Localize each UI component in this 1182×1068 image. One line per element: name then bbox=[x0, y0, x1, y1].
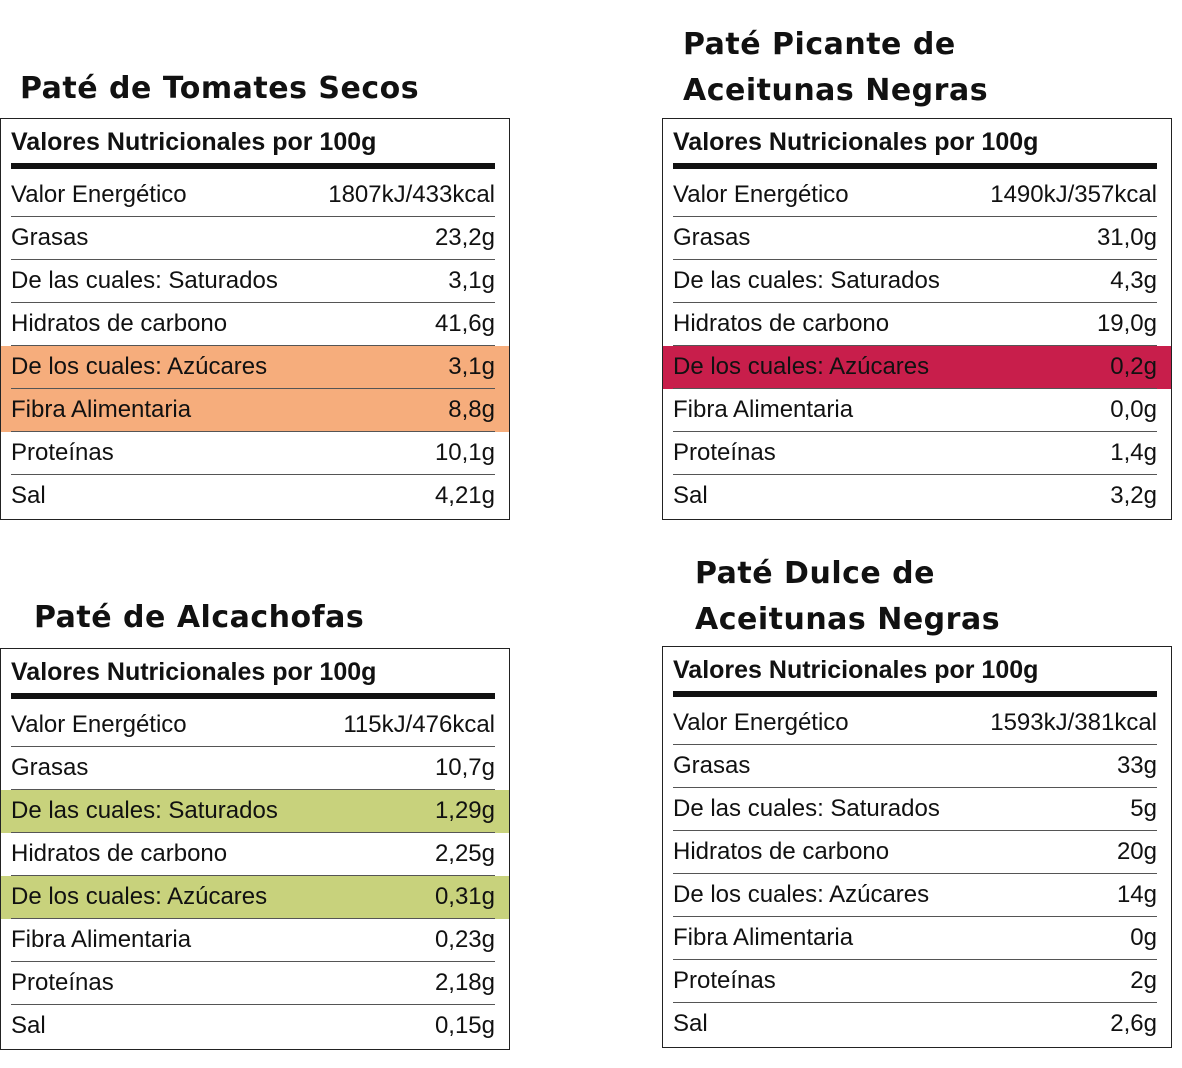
nutrition-row bbox=[663, 217, 1171, 260]
panel-title-dulce bbox=[695, 551, 1000, 643]
nutrient-value: 2,6g bbox=[1110, 1010, 1157, 1037]
nutrient-label: Fibra Alimentaria bbox=[11, 396, 192, 423]
nutrition-row bbox=[663, 260, 1171, 303]
nutrient-label: Hidratos de carbono bbox=[11, 310, 228, 337]
nutrition-header bbox=[663, 647, 1171, 697]
nutrition-row bbox=[1, 174, 509, 217]
nutrient-label: Valor Energético bbox=[673, 709, 849, 736]
nutrition-row bbox=[1, 346, 509, 389]
nutrient-value: 33g bbox=[1116, 752, 1157, 779]
nutrition-row bbox=[663, 960, 1171, 1003]
nutrient-value: 0,23g bbox=[434, 926, 495, 953]
nutrition-header bbox=[1, 119, 509, 169]
nutrition-table-dulce bbox=[662, 646, 1172, 1048]
nutrient-label: De las cuales: Saturados bbox=[673, 267, 940, 294]
nutrient-value: 4,3g bbox=[1110, 267, 1157, 294]
title-line: Paté de Alcachofas bbox=[34, 600, 365, 635]
nutrient-value: 10,1g bbox=[434, 439, 495, 466]
nutrition-rows bbox=[1, 704, 509, 1048]
nutrition-row bbox=[663, 346, 1171, 389]
nutrition-rows bbox=[663, 702, 1171, 1046]
nutrient-value: 5g bbox=[1130, 795, 1157, 822]
nutrient-label: Sal bbox=[673, 1010, 708, 1037]
panel-title-tomates bbox=[20, 66, 419, 112]
title-line: Paté Dulce de bbox=[695, 556, 935, 591]
nutrient-value: 19,0g bbox=[1096, 310, 1157, 337]
nutrient-value: 0g bbox=[1130, 924, 1157, 951]
nutrient-label: Grasas bbox=[11, 754, 89, 781]
nutrition-rows bbox=[663, 174, 1171, 518]
nutrition-row bbox=[1, 217, 509, 260]
panel-title-alcachofas bbox=[34, 595, 364, 641]
nutrient-value: 31,0g bbox=[1096, 224, 1157, 251]
nutrient-value: 4,21g bbox=[434, 482, 495, 509]
header-divider bbox=[11, 693, 495, 699]
nutrient-value: 23,2g bbox=[434, 224, 495, 251]
nutrition-row bbox=[663, 389, 1171, 432]
panel-title-picante bbox=[683, 22, 988, 114]
nutrition-rows bbox=[1, 174, 509, 518]
title-line: Paté Picante de bbox=[683, 27, 956, 62]
nutrition-row bbox=[1, 475, 509, 518]
nutrition-table-tomates bbox=[0, 118, 510, 520]
nutrient-label: Proteínas bbox=[673, 967, 776, 994]
nutrient-label: Proteínas bbox=[11, 439, 114, 466]
nutrient-value: 3,1g bbox=[448, 267, 495, 294]
nutrient-label: De las cuales: Saturados bbox=[11, 267, 278, 294]
nutrient-value: 41,6g bbox=[434, 310, 495, 337]
nutrient-value: 0,0g bbox=[1110, 396, 1157, 423]
nutrition-row bbox=[1, 876, 509, 919]
title-line: Aceitunas Negras bbox=[683, 73, 989, 108]
nutrient-value: 1,29g bbox=[434, 797, 495, 824]
header-divider bbox=[11, 163, 495, 169]
nutrient-label: Valor Energético bbox=[11, 181, 187, 208]
nutrient-label: Sal bbox=[11, 482, 46, 509]
nutrition-row bbox=[663, 702, 1171, 745]
nutrient-value: 2,25g bbox=[434, 840, 495, 867]
nutrient-label: Valor Energético bbox=[673, 181, 849, 208]
nutrient-value: 20g bbox=[1116, 838, 1157, 865]
nutrition-row bbox=[663, 1003, 1171, 1046]
nutrition-header-text: Valores Nutricionales por 100g bbox=[673, 128, 1039, 156]
title-line: Paté de Tomates Secos bbox=[20, 71, 420, 106]
nutrient-label: Fibra Alimentaria bbox=[673, 396, 854, 423]
nutrient-label: Hidratos de carbono bbox=[673, 838, 890, 865]
nutrient-value: 1,4g bbox=[1110, 439, 1157, 466]
nutrient-value: 1490kJ/357kcal bbox=[990, 181, 1157, 208]
nutrient-label: Grasas bbox=[11, 224, 89, 251]
nutrient-label: Hidratos de carbono bbox=[11, 840, 228, 867]
nutrition-row bbox=[1, 704, 509, 747]
nutrition-row bbox=[1, 919, 509, 962]
nutrition-row bbox=[1, 833, 509, 876]
nutrient-label: Proteínas bbox=[673, 439, 776, 466]
nutrient-value: 10,7g bbox=[434, 754, 495, 781]
nutrition-header-text: Valores Nutricionales por 100g bbox=[11, 128, 377, 156]
nutrition-header bbox=[663, 119, 1171, 169]
nutrition-row bbox=[663, 831, 1171, 874]
nutrient-value: 1807kJ/433kcal bbox=[328, 181, 495, 208]
nutrient-label: De las cuales: Saturados bbox=[673, 795, 940, 822]
nutrition-row bbox=[1, 303, 509, 346]
nutrient-label: Sal bbox=[11, 1012, 46, 1039]
nutrient-value: 8,8g bbox=[448, 396, 495, 423]
nutrient-label: Valor Energético bbox=[11, 711, 187, 738]
nutrition-table-picante bbox=[662, 118, 1172, 520]
nutrient-value: 0,2g bbox=[1110, 353, 1157, 380]
nutrition-row bbox=[663, 788, 1171, 831]
nutrient-value: 0,31g bbox=[434, 883, 495, 910]
nutrient-label: Hidratos de carbono bbox=[673, 310, 890, 337]
nutrition-row bbox=[1, 747, 509, 790]
nutrition-row bbox=[663, 432, 1171, 475]
nutrition-header-text: Valores Nutricionales por 100g bbox=[673, 656, 1039, 684]
nutrition-row bbox=[663, 174, 1171, 217]
nutrition-row bbox=[663, 917, 1171, 960]
nutrient-label: De los cuales: Azúcares bbox=[673, 353, 930, 380]
nutrition-row bbox=[1, 432, 509, 475]
header-divider bbox=[673, 163, 1157, 169]
nutrient-value: 115kJ/476kcal bbox=[343, 711, 495, 738]
nutrient-label: De los cuales: Azúcares bbox=[673, 881, 930, 908]
nutrient-value: 14g bbox=[1116, 881, 1157, 908]
nutrient-label: De las cuales: Saturados bbox=[11, 797, 278, 824]
nutrient-label: De los cuales: Azúcares bbox=[11, 883, 268, 910]
nutrition-row bbox=[663, 874, 1171, 917]
nutrient-label: Fibra Alimentaria bbox=[11, 926, 192, 953]
nutrition-row bbox=[663, 475, 1171, 518]
nutrient-value: 3,1g bbox=[448, 353, 495, 380]
nutrient-label: Grasas bbox=[673, 224, 751, 251]
nutrient-value: 1593kJ/381kcal bbox=[990, 709, 1157, 736]
nutrition-row bbox=[663, 303, 1171, 346]
nutrition-row bbox=[1, 260, 509, 303]
nutrition-row bbox=[663, 745, 1171, 788]
nutrient-value: 3,2g bbox=[1110, 482, 1157, 509]
nutrient-label: Fibra Alimentaria bbox=[673, 924, 854, 951]
nutrient-label: Sal bbox=[673, 482, 708, 509]
nutrient-label: De los cuales: Azúcares bbox=[11, 353, 268, 380]
nutrition-row bbox=[1, 790, 509, 833]
nutrition-table-alcachofas bbox=[0, 648, 510, 1050]
nutrient-value: 2,18g bbox=[434, 969, 495, 996]
nutrition-header bbox=[1, 649, 509, 699]
nutrient-label: Proteínas bbox=[11, 969, 114, 996]
nutrient-value: 0,15g bbox=[434, 1012, 495, 1039]
title-line: Aceitunas Negras bbox=[695, 602, 1001, 637]
nutrition-row bbox=[1, 389, 509, 432]
nutrition-row bbox=[1, 962, 509, 1005]
nutrition-header-text: Valores Nutricionales por 100g bbox=[11, 658, 377, 686]
nutrient-label: Grasas bbox=[673, 752, 751, 779]
nutrition-row bbox=[1, 1005, 509, 1048]
nutrient-value: 2g bbox=[1130, 967, 1157, 994]
header-divider bbox=[673, 691, 1157, 697]
